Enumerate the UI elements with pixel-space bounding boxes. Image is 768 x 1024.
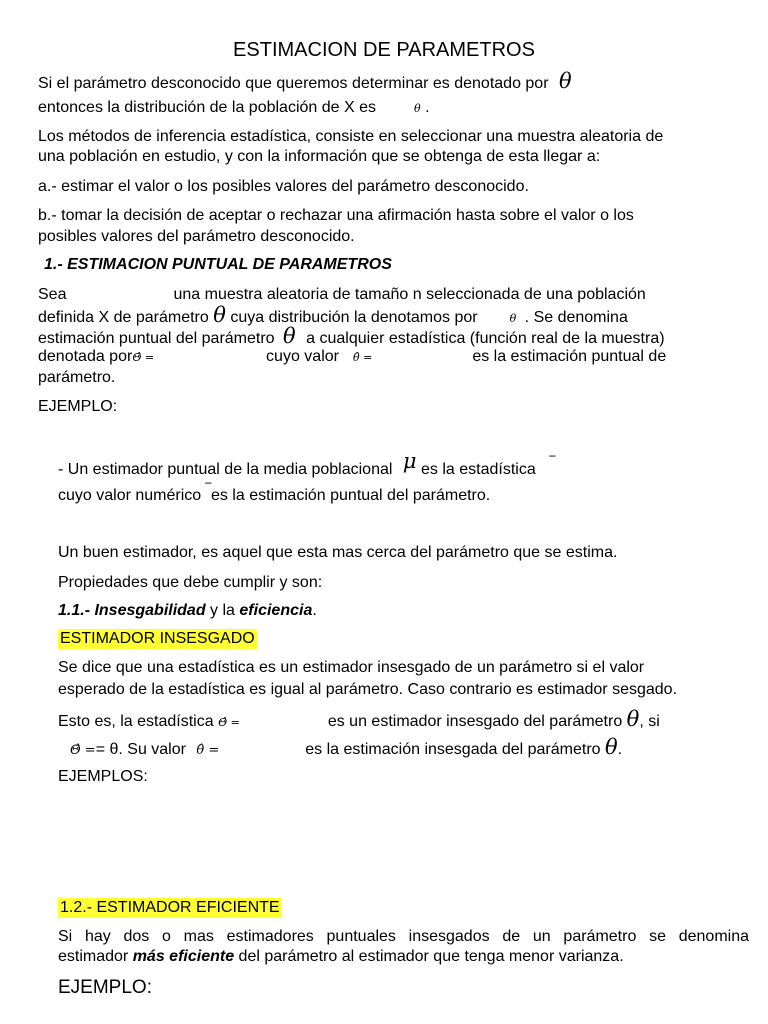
eficiente-def-2: estimador más eficiente del parámetro al estimador que tenga menor varianza. — [58, 948, 624, 965]
intro-line-1: Si el parámetro desconocido que queremos determinar es denotado por θ — [38, 69, 572, 93]
item-b-line-1: b.- tomar la decisión de aceptar o rechazar una afirmación hasta sobre el valor o los — [38, 207, 634, 224]
insesgado-def-1: Se dice que una estadística es un estimador insesgado de un parámetro si el valor — [58, 659, 645, 676]
sec1-line-4: denotada porΘ̂ = cuyo valor θ̂ = es la estimación puntual de — [38, 348, 667, 365]
theta-symbol: θ — [558, 69, 572, 93]
estimate-theta-hat: θ̂ = — [196, 743, 220, 758]
sec1-line-3: estimación puntual del parámetro θ a cualquier estadística (función real de la muestra) — [38, 324, 665, 348]
property-1-1: 1.1.- Insesgabilidad y la eficiencia. — [58, 602, 317, 619]
theta-symbol: θ — [509, 312, 517, 325]
item-a: a.- estimar el valor o los posibles valores del parámetro desconocido. — [38, 178, 529, 195]
theta-symbol: θ — [626, 707, 640, 731]
expectation-Theta-hat: Θ̂ = — [70, 743, 96, 758]
buen-estimador: Un buen estimador, es aquel que esta mas cerca del parámetro que se estima. — [58, 544, 618, 561]
intro-line-3: Los métodos de inferencia estadística, consiste en seleccionar una muestra aleatoria de — [38, 128, 664, 145]
estimador-insesgado-heading: ESTIMADOR INSESGADO — [60, 630, 255, 647]
theta-symbol: θ — [283, 324, 296, 348]
propiedades: Propiedades que debe cumplir y son: — [58, 574, 323, 591]
ejemplos-label: EJEMPLOS: — [58, 768, 148, 785]
eficiente-def-1: Si hay dos o mas estimadores puntuales insesgados de un parámetro se denomina — [58, 928, 749, 945]
theta-symbol: θ — [605, 735, 618, 759]
insesgado-def-2: esperado de la estadística es igual al parámetro. Caso contrario es estimador sesgado. — [58, 681, 678, 698]
ejemplo-label-2: EJEMPLO: — [58, 977, 152, 998]
intro-line-4: una población en estudio, y con la información que se obtenga de esta llegar a: — [38, 148, 601, 165]
insesgado-line-1: Esto es, la estadística Θ̂ = es un estimador insesgado del parámetro θ, si — [58, 707, 660, 731]
ejemplo-label: EJEMPLO: — [38, 398, 118, 415]
intro-line-2: entonces la distribución de la población de X es θ . — [38, 99, 430, 116]
theta-symbol: θ — [414, 102, 421, 115]
sec1-line-5: parámetro. — [38, 369, 116, 386]
theta-symbol: θ — [213, 303, 226, 327]
page-title: ESTIMACION DE PARAMETROS — [233, 39, 535, 61]
example-line-1: - Un estimador puntual de la media poblacional μ es la estadística ‾ — [58, 449, 556, 478]
item-b-line-2: posibles valores del parámetro desconocido. — [38, 228, 355, 245]
sec1-line-1: Sea una muestra aleatoria de tamaño n seleccionada de una población — [38, 286, 646, 303]
estimator-Theta-hat: Θ̂ = — [218, 716, 240, 729]
x-bar-symbol: ‾ — [549, 455, 556, 472]
example-line-2: cuyo valor numérico ‾es la estimación puntual del parámetro. — [58, 482, 491, 504]
sec1-line-2: definida X de parámetro θ cuya distribución la denotamos por θ . Se denomina — [38, 303, 628, 327]
mu-symbol: μ — [402, 449, 417, 473]
estimate-theta-hat: θ̂ = — [352, 351, 373, 364]
estimator-Theta-hat: Θ̂ = — [132, 351, 155, 364]
section-1-heading: 1.- ESTIMACION PUNTUAL DE PARAMETROS — [44, 256, 392, 273]
x-bar-symbol: ‾ — [205, 482, 211, 499]
insesgado-line-2: Θ̂ == θ. Su valor θ̂ = es la estimación insesgada del parámetro θ. — [70, 735, 623, 759]
estimador-eficiente-heading: 1.2.- ESTIMADOR EFICIENTE — [60, 899, 280, 916]
